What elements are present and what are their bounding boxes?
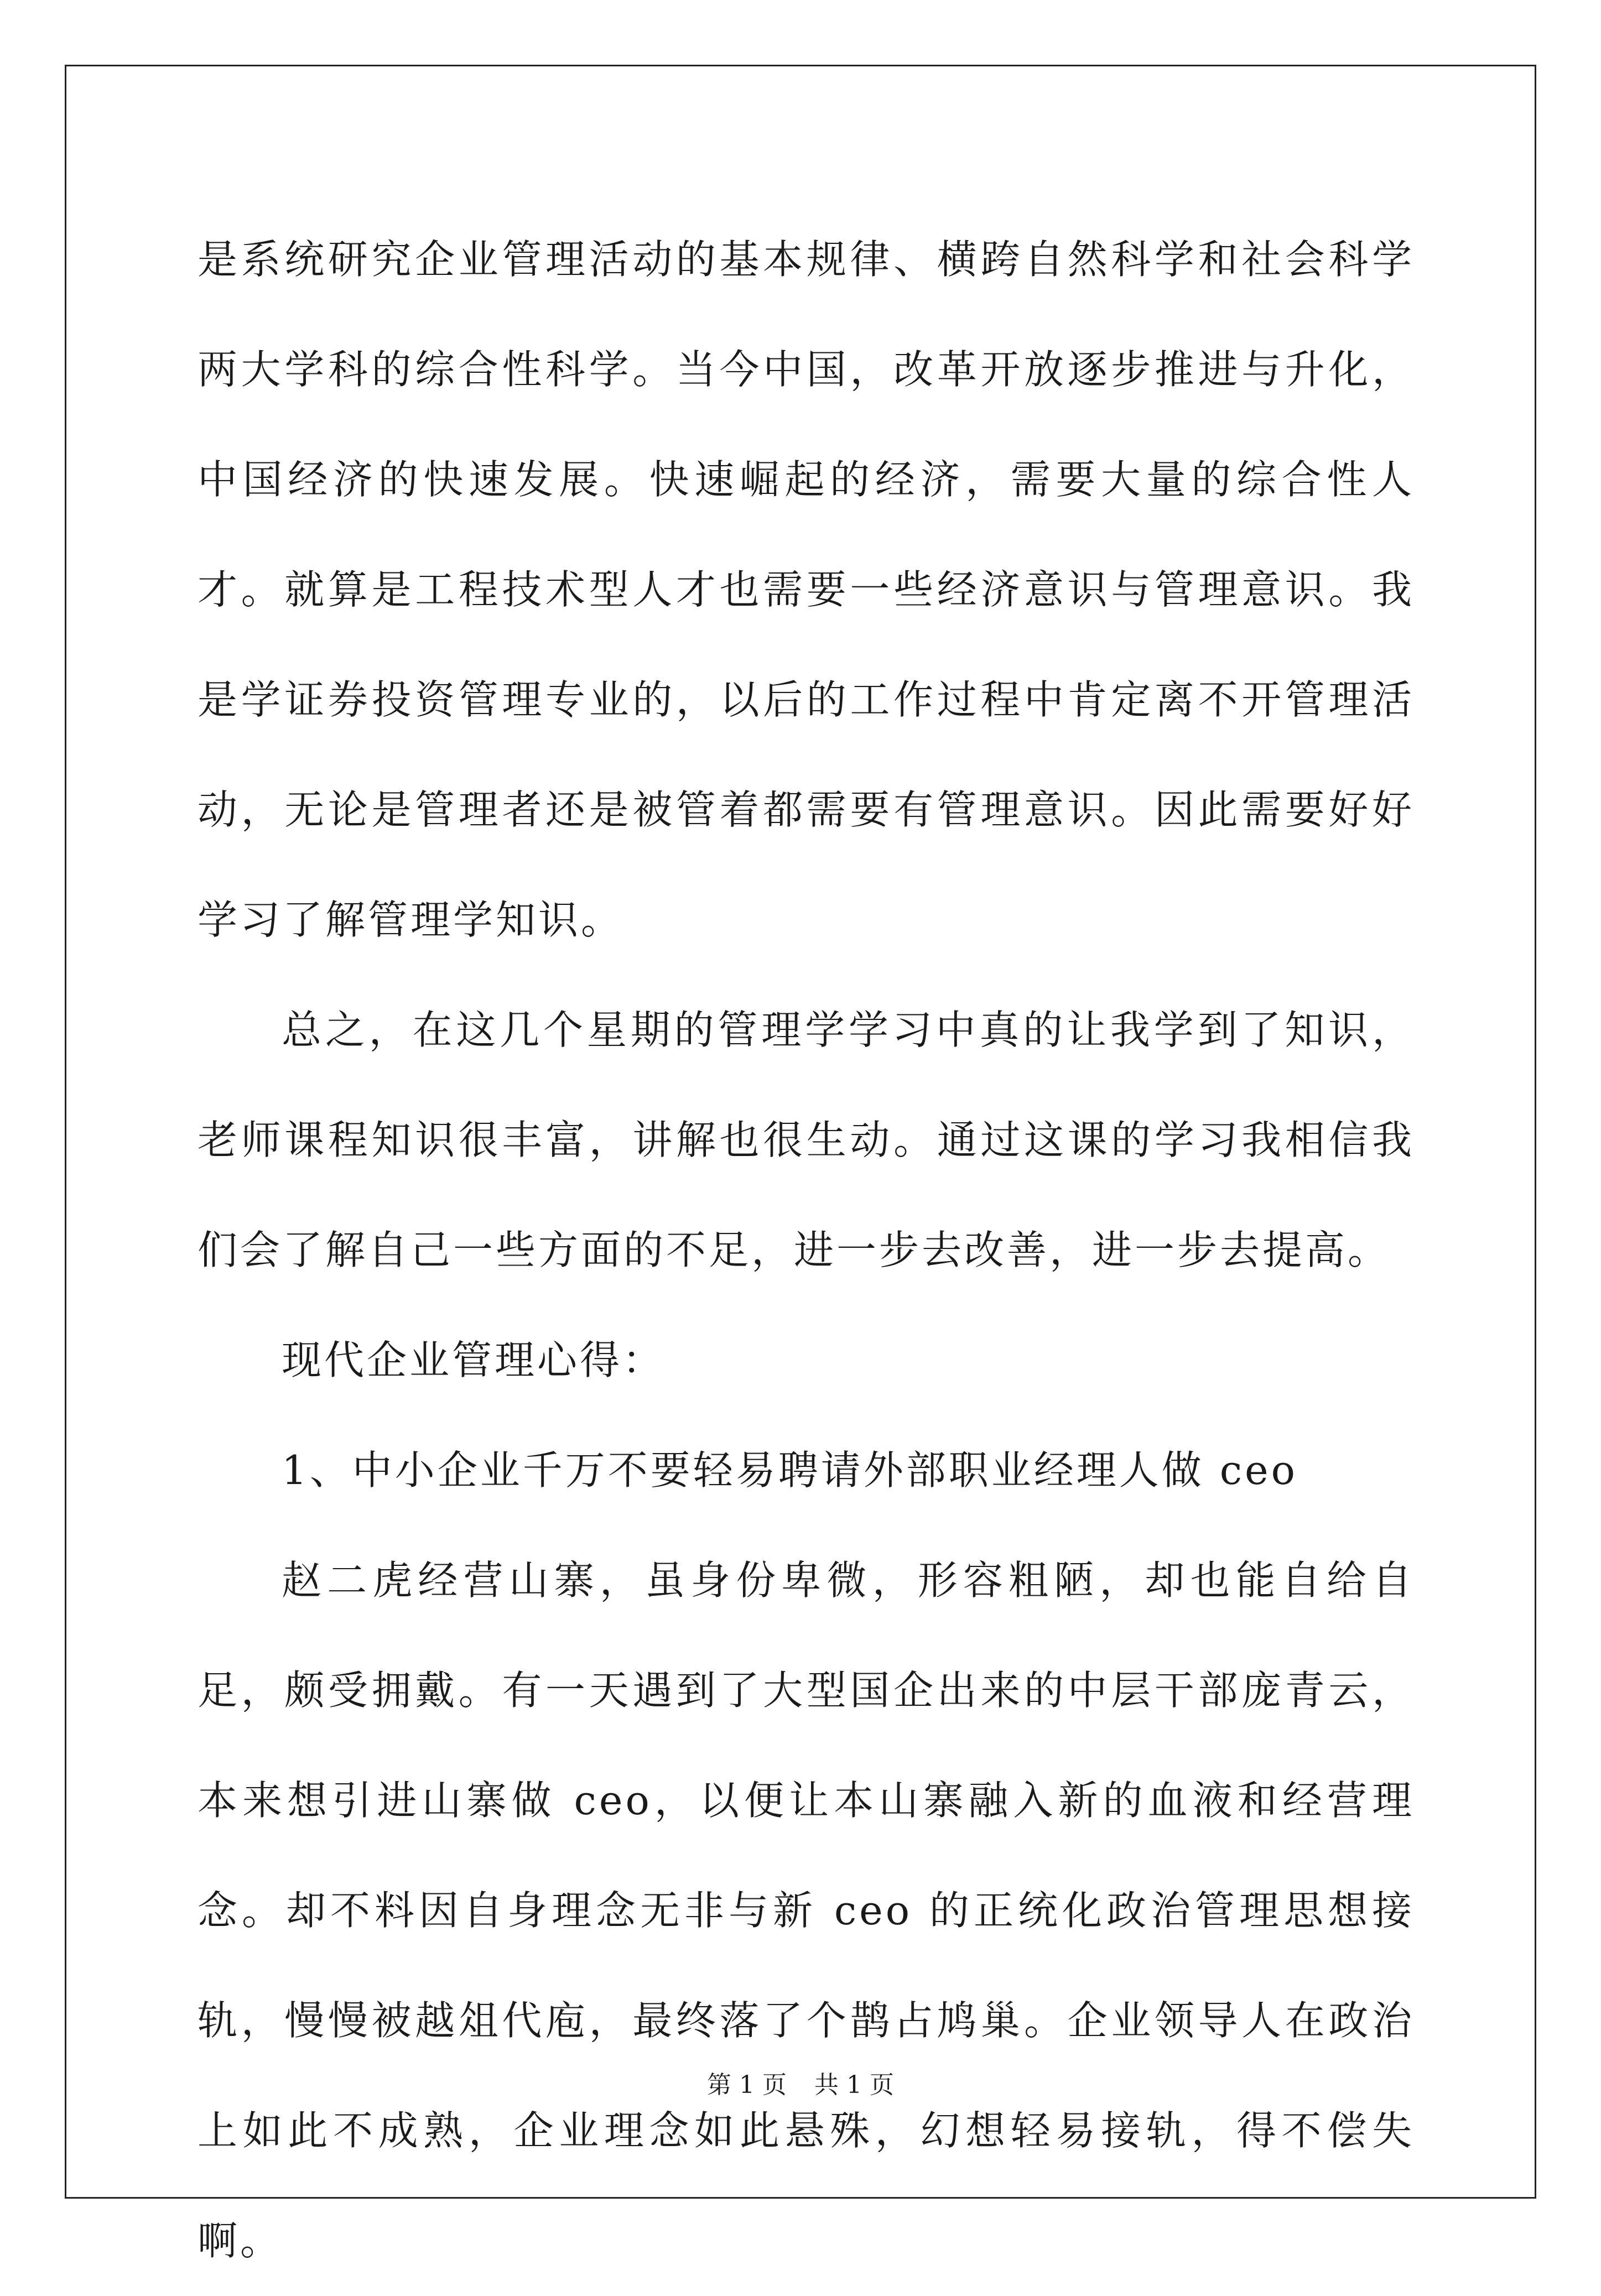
paragraph-story: 赵二虎经营山寨，虽身份卑微，形容粗陋，却也能自给自足，颇受拥戴。有一天遇到了大型国企出来的中层干部庞青云，本来想引进山寨做 ceo，以便让本山寨融入新的血液和经营理念。却不料因自身理念无非与新 ceo 的正统化政治管理思想接轨，慢慢被越俎代庖，最终落了个鹊占鸠巢。企业领导人在政治上如此不成熟，企业理念如此悬殊，幻想轻易接轨，得不偿失啊。 xyxy=(197,1557,1415,2264)
document-body xyxy=(197,205,1415,2296)
paragraph-summary: 总之，在这几个星期的管理学学习中真的让我学到了知识，老师课程知识很丰富，讲解也很生动。通过这课的学习我相信我们会了解自己一些方面的不足，进一步去改善，进一步去提高。 xyxy=(197,1007,1415,1273)
list-item-heading: 1、中小企业千万不要轻易聘请外部职业经理人做 ceo xyxy=(282,1447,1298,1493)
section-heading: 现代企业管理心得： xyxy=(282,1337,666,1383)
paragraph-continued: 是系统研究企业管理活动的基本规律、横跨自然科学和社会科学两大学科的综合性科学。当今中国，改革开放逐步推进与升化，中国经济的快速发展。快速崛起的经济，需要大量的综合性人才。就算是工程技术型人才也需要一些经济意识与管理意识。我是学证券投资管理专业的，以后的工作过程中肯定离不开管理活动，无论是管理者还是被管着都需要有管理意识。因此需要好好学习了解管理学知识。 xyxy=(197,236,1415,943)
page-footer xyxy=(0,2069,1601,2102)
page-number: 第 1 页 xyxy=(707,2071,787,2099)
page-total: 共 1 页 xyxy=(814,2071,894,2099)
